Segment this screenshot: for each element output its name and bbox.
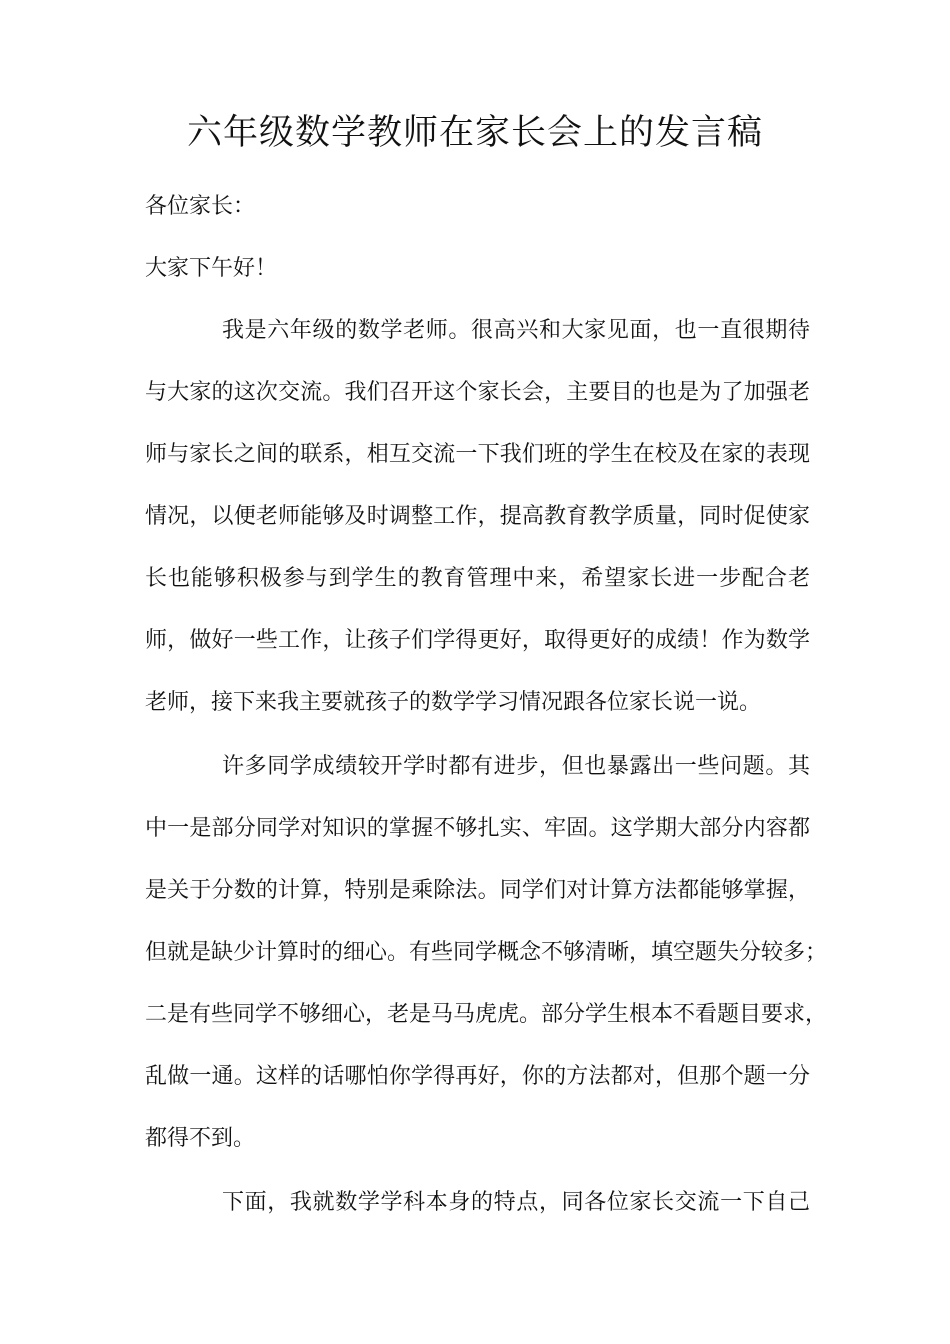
paragraph-1-line-2: 与大家的这次交流。我们召开这个家长会，主要目的也是为了加强老: [145, 380, 810, 405]
paragraph-2-line-6: 乱做一通。这样的话哪怕你学得再好，你的方法都对，但那个题一分: [145, 1064, 810, 1089]
salutation: 各位家长：: [145, 194, 256, 219]
paragraph-2-line-4: 但就是缺少计算时的细心。有些同学概念不够清晰，填空题失分较多；: [145, 940, 828, 965]
paragraph-2-line-5: 二是有些同学不够细心，老是马马虎虎。部分学生根本不看题目要求，: [145, 1002, 828, 1027]
paragraph-1-line-5: 长也能够积极参与到学生的教育管理中来，希望家长进一步配合老: [145, 566, 810, 591]
paragraph-1-line-4: 情况，以便老师能够及时调整工作，提高教育教学质量，同时促使家: [145, 504, 810, 529]
paragraph-2-line-3: 是关于分数的计算，特别是乘除法。同学们对计算方法都能够掌握，: [145, 878, 810, 903]
paragraph-1-line-3: 师与家长之间的联系，相互交流一下我们班的学生在校及在家的表现: [145, 442, 810, 467]
paragraph-3-line-1: 下面，我就数学学科本身的特点，同各位家长交流一下自己: [222, 1190, 810, 1215]
paragraph-1-line-7: 老师，接下来我主要就孩子的数学学习情况跟各位家长说一说。: [145, 690, 762, 715]
paragraph-1-line-6: 师，做好一些工作，让孩子们学得更好，取得更好的成绩！作为数学: [145, 628, 810, 653]
document-title: 六年级数学教师在家长会上的发言稿: [186, 113, 763, 153]
paragraph-2-line-2: 中一是部分同学对知识的掌握不够扎实、牢固。这学期大部分内容都: [145, 816, 810, 841]
paragraph-2-line-1: 许多同学成绩较开学时都有进步，但也暴露出一些问题。其: [222, 754, 810, 779]
paragraph-1-line-1: 我是六年级的数学老师。很高兴和大家见面，也一直很期待: [222, 318, 810, 343]
paragraph-2-line-7: 都得不到。: [145, 1126, 256, 1151]
greeting: 大家下午好！: [145, 256, 278, 281]
